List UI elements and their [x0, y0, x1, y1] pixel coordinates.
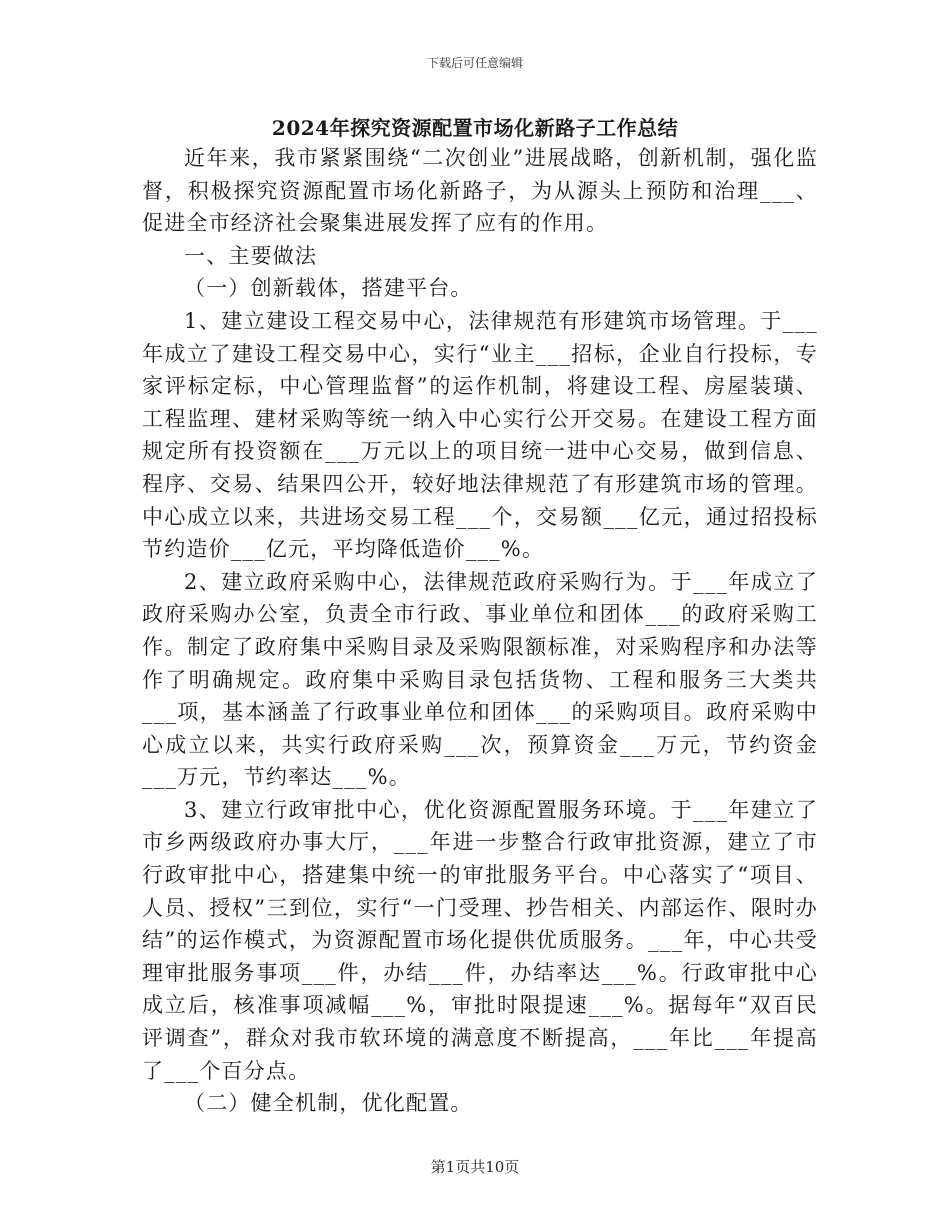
paragraph-construction-trading-center: 1、建立建设工程交易中心，法律规范有形建筑市场管理。于___年成立了建设工程交易中心，实行“业主___招标，企业自行投标，专家评标定标，中心管理监督”的运作机制，将建设工程、房屋装璜、工程监理、建材采购等统一纳入中心实行公开交易。在建设工程方面规定所有投资额在___万元以上的项目统一进中心交易，做到信息、程序、交易、结果四公开，较好地法律规范了有形建筑市场的管理。中心成立以来，共进场交易工程___个，交易额___亿元，通过招投标节约造价___亿元，平均降低造价___%。 [142, 308, 818, 562]
subsection-heading-mechanism: （二）健全机制，优化配置。 [184, 1091, 473, 1116]
paragraph-intro: 近年来，我市紧紧围绕“二次创业”进展战略，创新机制，强化监督，积极探究资源配置市场化新路子，为从源头上预防和治理___、促进全市经济社会聚集进展发挥了应有的作用。 [142, 146, 818, 236]
header-note: 下载后可任意编辑 [426, 56, 523, 70]
document-title: 2024年探究资源配置市场化新路子工作总结 [271, 116, 679, 140]
section-heading-main-practices: 一、主要做法 [184, 243, 318, 268]
document-body [142, 142, 818, 1120]
page-number: 第1页共10页 [430, 1158, 520, 1176]
paragraph-administrative-approval-center: 3、建立行政审批中心，优化资源配置服务环境。于___年建立了市乡两级政府办事大厅，___年进一步整合行政审批资源，建立了市行政审批中心，搭建集中统一的审批服务平台。中心落实了“项目、人员、授权”三到位，实行“一门受理、抄告相关、内部运作、限时办结”的运作模式，为资源配置市场化提供优质服务。___年，中心共受理审批服务事项___件，办结___件，办结率达___%。行政审批中心成立后，核准事项减幅___%，审批时限提速___%。据每年“双百民评调查”，群众对我市软环境的满意度不断提高，___年比___年提高了___个百分点。 [142, 797, 818, 1083]
subsection-heading-innovation: （一）创新载体，搭建平台。 [184, 276, 473, 301]
paragraph-government-procurement-center: 2、建立政府采购中心，法律规范政府采购行为。于___年成立了政府采购办公室，负责全市行政、事业单位和团体___的政府采购工作。制定了政府集中采购目录及采购限额标准，对采购程序和办法等作了明确规定。政府集中采购目录包括货物、工程和服务三大类共___项，基本涵盖了行政事业单位和团体___的采购项目。政府采购中心成立以来，共实行政府采购___次，预算资金___万元，节约资金___万元，节约率达___%。 [142, 569, 818, 790]
